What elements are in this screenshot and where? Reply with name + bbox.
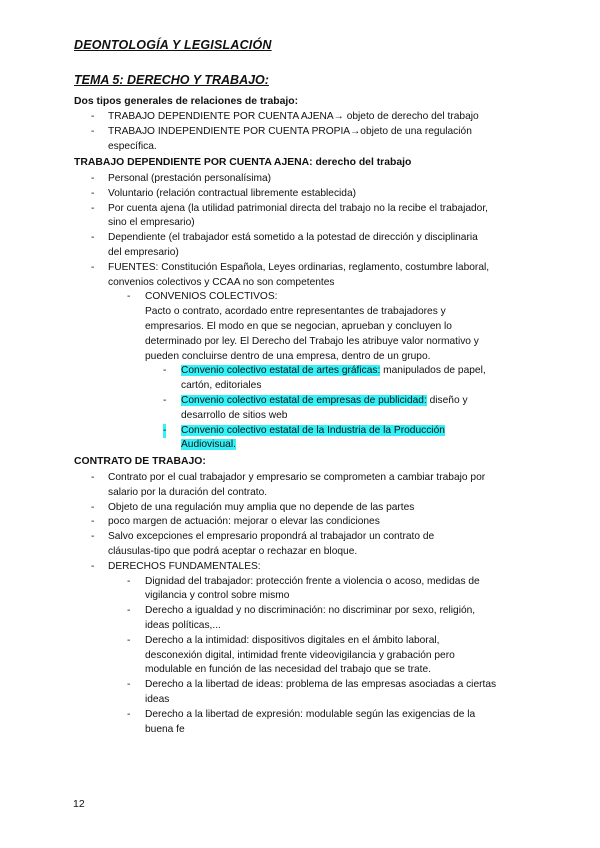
list-item-contrato-line: poco margen de actuación: mejorar o elevar las condiciones [108,516,380,528]
bullet-dash: - [91,125,95,137]
list-item-contrato-line: cláusulas-tipo que podrá aceptar o rechazar en bloque. [108,546,358,557]
convenio-detail: diseño y [426,395,468,406]
bullet-dash: - [91,187,95,199]
bullet-dash: - [163,395,167,406]
list-item-dependiente-line: Por cuenta ajena (la utilidad patrimonial directa del trabajo no la recibe el trabajador, [108,202,488,214]
list-item-derecho-line: Derecho a la libertad de expresión: modulable según las exigencias de la [145,708,476,720]
list-item-derecho-line: ideas políticas,... [145,620,221,631]
bullet-dash: - [91,202,95,214]
list-item-derecho-line: buena fe [145,723,185,735]
convenio-item-line2: cartón, editoriales [181,380,262,392]
bullet-dash: - [91,111,95,122]
list-item-derecho-line: Derecho a la intimidad: dispositivos digitales en el ámbito laboral, [145,634,440,646]
list-item-contrato-line: DERECHOS FUNDAMENTALES: [108,560,261,572]
bullet-dash: - [91,501,95,513]
list-item-dependiente-line: FUENTES: Constitución Española, Leyes ordinarias, reglamento, costumbre laboral, [108,261,490,273]
list-item-contrato-line: Salvo excepciones el empresario propondrá al trabajador un contrato de [108,531,435,543]
document-title: DEONTOLOGÍA Y LEGISLACIÓN [74,38,272,52]
list-item-derecho-line: Dignidad del trabajador: protección frente a violencia o acoso, medidas de [145,575,480,587]
list-item-derecho-line: desconexión digital, intimidad frente videovigilancia y grabación pero [145,649,455,661]
page-number: 12 [73,798,85,810]
list-item-dependiente-line: Dependiente (el trabajador está sometido a la potestad de dirección y disciplinaria [108,232,478,244]
bullet-dash: - [163,365,167,377]
bullet-dash: - [91,560,95,572]
bullet-dash: - [127,679,131,691]
section-heading-contrato: CONTRATO DE TRABAJO: [74,456,206,467]
list-item-tipo-line: específica. [108,140,157,152]
list-item-derecho-line: Derecho a la libertad de ideas: problema de las empresas asociadas a ciertas [145,679,497,691]
list-item-tipo-line: TRABAJO INDEPENDIENTE POR CUENTA PROPIA→objeto de una regulación [108,125,472,137]
convenios-description-line: Pacto o contrato, acordado entre representantes de trabajadores y [145,306,446,318]
convenio-item [181,424,445,439]
bullet-dash: - [91,173,95,184]
list-item-contrato-line: Contrato por el cual trabajador y empresario se comprometen a cambiar trabajo por [108,472,486,483]
convenio-item-line2 [181,438,236,453]
list-item-contrato-line: Objeto de una regulación muy amplia que no depende de las partes [108,501,415,513]
bullet-dash: - [91,232,95,244]
convenio-item [181,394,468,409]
list-item-contrato-line: salario por la duración del contrato. [108,486,268,498]
convenio-highlight: Convenio colectivo estatal de la Industria de la Producción [181,424,445,436]
bullet-dash: - [91,531,95,543]
convenio-highlight: Convenio colectivo estatal de artes gráficas: [181,365,381,377]
list-item-dependiente-line: del empresario) [108,247,179,258]
convenio-item [181,364,486,379]
bullet-dash: - [91,472,95,483]
bullet-dash: - [91,261,95,273]
tema-heading: TEMA 5: DERECHO Y TRABAJO: [74,73,269,87]
list-item-tipo-line: TRABAJO DEPENDIENTE POR CUENTA AJENA→ objeto de derecho del trabajo [108,111,479,122]
convenio-detail: manipulados de papel, [380,365,486,377]
convenios-description-line: empresarios. El modo en que se negocian, aprueban y concluyen lo [145,321,452,332]
bullet-dash: - [163,424,166,439]
bullet-dash: - [127,708,131,720]
bullet-dash: - [127,291,131,303]
bullet-dash: - [127,634,131,646]
list-item-dependiente-line: sino el empresario) [108,217,195,229]
convenios-description-line: determinado por ley. El Derecho del Trabajo les atribuye valor normativo y [145,335,479,347]
bullet-dash: - [91,516,95,528]
convenio-highlight: Audiovisual. [181,439,236,451]
list-item-derecho-line: vigilancia y control sobre mismo [145,590,290,602]
convenios-label: CONVENIOS COLECTIVOS: [145,291,278,303]
list-item-derecho-line: Derecho a igualdad y no discriminación: no discriminar por sexo, religión, [145,605,476,617]
list-item-dependiente-line: convenios colectivos y CCAA no son competentes [108,276,335,288]
bullet-dash: - [127,605,131,617]
list-item-dependiente-line: Personal (prestación personalísima) [108,173,272,184]
section-heading-trabajo-dependiente: TRABAJO DEPENDIENTE POR CUENTA AJENA: derecho del trabajo [74,157,412,168]
list-item-derecho-line: ideas [145,694,170,705]
section-heading-tipos: Dos tipos generales de relaciones de trabajo: [74,96,299,107]
convenios-description-line: pueden concluirse dentro de una empresa, dentro de un grupo. [145,350,431,362]
list-item-dependiente-line: Voluntario (relación contractual libremente establecida) [108,187,357,199]
bullet-dash: - [127,575,131,587]
convenio-highlight: Convenio colectivo estatal de empresas de publicidad: [181,395,427,406]
convenio-item-line2: desarrollo de sitios web [181,409,288,421]
list-item-derecho-line: modulable en función de las necesidad del trabajo que se trate. [145,664,432,676]
